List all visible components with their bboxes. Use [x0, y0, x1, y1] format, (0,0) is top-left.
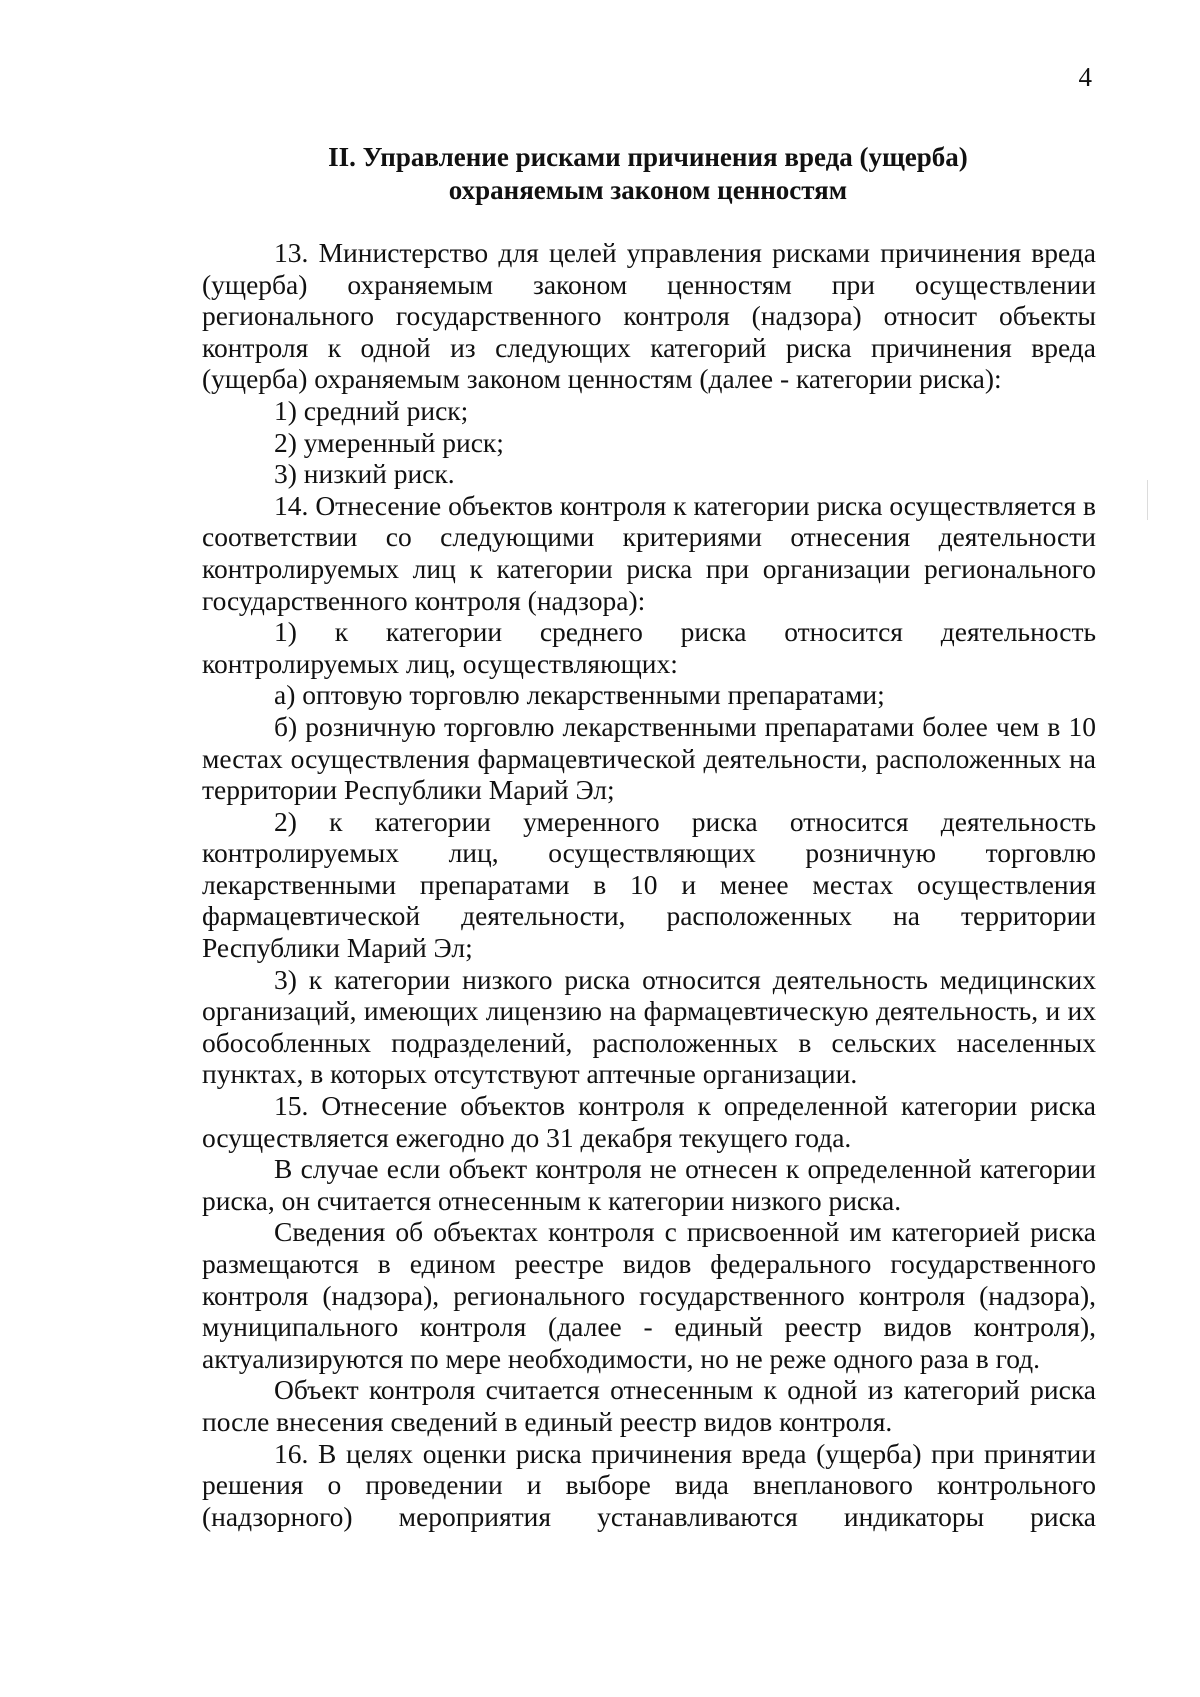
- paragraph-15-assignment: Объект контроля считается отнесенным к одной из категорий риска после внесения сведений в единый реестр видов контроля.: [202, 1374, 1096, 1437]
- paragraph-15-registry-info: Сведения об объектах контроля с присвоенной им категорией риска размещаются в едином реестре видов федерального государственного контроля (надзора), регионального государственного контроля (надзора), муниципального контроля (далее - единый реестр видов контроля), актуализируются по мере необходимости, но не реже одного раза в год.: [202, 1216, 1096, 1374]
- criterion-moderate-risk: 2) к категории умеренного риска относится деятельность контролируемых лиц, осуществляющих розничную торговлю лекарственными препаратами в 10 и менее местах осуществления фармацевтической деятельности, расположенных на территории Республики Марий Эл;: [202, 805, 1096, 964]
- document-body: [202, 237, 1096, 1532]
- section-heading-line-1: II. Управление рисками причинения вреда (ущерба): [328, 142, 968, 172]
- paragraph-14: 14. Отнесение объектов контроля к категории риска осуществляется в соответствии со следующими критериями отнесения деятельности контролируемых лиц к категории риска при организации регионального государственного контроля (надзора):: [202, 489, 1096, 616]
- criterion-medium-risk: 1) к категории среднего риска относится деятельность контролируемых лиц, осуществляющих:: [202, 616, 1096, 679]
- list-item-medium-risk: 1) средний риск;: [274, 394, 469, 426]
- paragraph-15-default-category: В случае если объект контроля не отнесен к определенной категории риска, он считается отнесенным к категории низкого риска.: [202, 1153, 1096, 1216]
- paragraph-15: 15. Отнесение объектов контроля к определенной категории риска осуществляется ежегодно до 31 декабря текущего года.: [202, 1090, 1096, 1153]
- list-item-low-risk: 3) низкий риск.: [274, 458, 455, 490]
- section-heading-line-2: охраняемым законом ценностям: [448, 175, 848, 205]
- scan-artifact: [1147, 480, 1148, 520]
- criterion-low-risk: 3) к категории низкого риска относится деятельность медицинских организаций, имеющих лицензию на фармацевтическую деятельность, и их обособленных подразделений, расположенных в сельских населенных пунктах, в которых отсутствуют аптечные организации.: [202, 963, 1096, 1090]
- page-number: 4: [1078, 62, 1092, 92]
- paragraph-16: 16. В целях оценки риска причинения вреда (ущерба) при принятии решения о проведении и выборе вида внепланового контрольного (надзорного) мероприятия устанавливаются индикаторы риска: [202, 1437, 1096, 1532]
- criterion-medium-b: б) розничную торговлю лекарственными препаратами более чем в 10 местах осуществления фармацевтической деятельности, расположенных на территории Республики Марий Эл;: [202, 710, 1096, 806]
- paragraph-13: 13. Министерство для целей управления рисками причинения вреда (ущерба) охраняемым законом ценностям при осуществлении регионального государственного контроля (надзора) относит объекты контроля к одной из следующих категорий риска причинения вреда (ущерба) охраняемым законом ценностям (далее - категории риска):: [202, 237, 1096, 395]
- section-heading: [200, 141, 1096, 207]
- list-item-moderate-risk: 2) умеренный риск;: [274, 426, 504, 458]
- criterion-medium-a: а) оптовую торговлю лекарственными препаратами;: [274, 679, 885, 711]
